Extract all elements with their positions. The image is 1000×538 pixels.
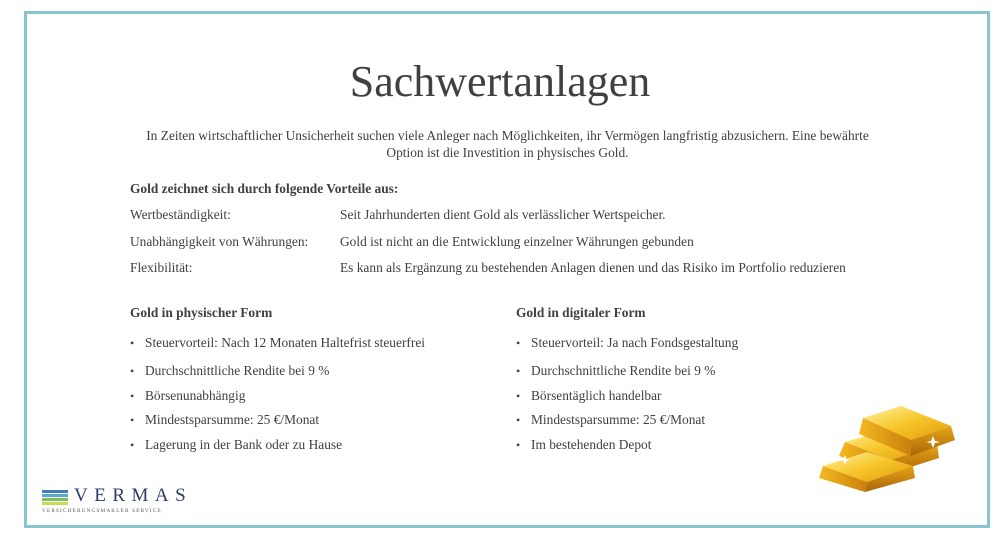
- bullet-icon: •: [516, 364, 521, 378]
- list-item: • Im bestehenden Depot: [516, 437, 652, 452]
- logo-tagline: VERSICHERUNGSMAKLER SERVICE: [42, 508, 162, 514]
- list-item: • Mindestsparsumme: 25 €/Monat: [130, 412, 320, 427]
- vermas-logo: [42, 485, 202, 518]
- logo-bar: [42, 498, 68, 501]
- list-item: • Lagerung in der Bank oder zu Hause: [130, 437, 343, 452]
- list-item: • Mindestsparsumme: 25 €/Monat: [516, 412, 706, 427]
- advantages-heading: Gold zeichnet sich durch folgende Vorteile aus:: [130, 181, 399, 196]
- advantage-term: Wertbeständigkeit:: [130, 207, 231, 222]
- bullet-icon: •: [130, 364, 135, 378]
- list-item: • Steuervorteil: Nach 12 Monaten Haltefrist steuerfrei: [130, 335, 425, 350]
- list-item: • Durchschnittliche Rendite bei 9 %: [516, 363, 716, 378]
- advantage-term: Unabhängigkeit von Währungen:: [130, 234, 309, 249]
- list-item: • Durchschnittliche Rendite bei 9 %: [130, 363, 330, 378]
- intro-line-2: Option ist die Investition in physisches Gold.: [386, 145, 629, 160]
- digital-heading: Gold in digitaler Form: [516, 305, 646, 320]
- intro-line-1: In Zeiten wirtschaftlicher Unsicherheit suchen viele Anleger nach Möglichkeiten, ihr Vermögen langfristig abzusichern. Eine bewährte: [146, 128, 869, 143]
- bullet-icon: •: [130, 438, 135, 452]
- bullet-icon: •: [130, 389, 135, 403]
- logo-bar: [42, 502, 68, 505]
- advantage-description: Gold ist nicht an die Entwicklung einzelner Währungen gebunden: [340, 234, 694, 249]
- bullet-icon: •: [516, 336, 521, 350]
- list-item: • Steuervorteil: Ja nach Fondsgestaltung: [516, 335, 739, 350]
- advantage-description: Es kann als Ergänzung zu bestehenden Anlagen dienen und das Risiko im Portfolio reduzieren: [340, 260, 846, 275]
- logo-name: VERMAS: [74, 485, 193, 506]
- logo-bars-icon: [42, 490, 68, 504]
- intro-text: [130, 127, 885, 161]
- bullet-icon: •: [516, 413, 521, 427]
- bullet-icon: •: [130, 336, 135, 350]
- page-title: Sachwertanlagen: [349, 57, 651, 106]
- physical-heading: Gold in physischer Form: [130, 305, 273, 320]
- logo-bar: [42, 490, 68, 493]
- bullet-icon: •: [516, 438, 521, 452]
- gold-bars-icon: [815, 400, 960, 492]
- advantage-description: Seit Jahrhunderten dient Gold als verlässlicher Wertspeicher.: [340, 207, 666, 222]
- list-item: • Börsenunabhängig: [130, 388, 246, 403]
- advantage-term: Flexibilität:: [130, 260, 193, 275]
- bullet-icon: •: [130, 413, 135, 427]
- bullet-icon: •: [516, 389, 521, 403]
- list-item: • Börsentäglich handelbar: [516, 388, 662, 403]
- logo-bar: [42, 494, 68, 497]
